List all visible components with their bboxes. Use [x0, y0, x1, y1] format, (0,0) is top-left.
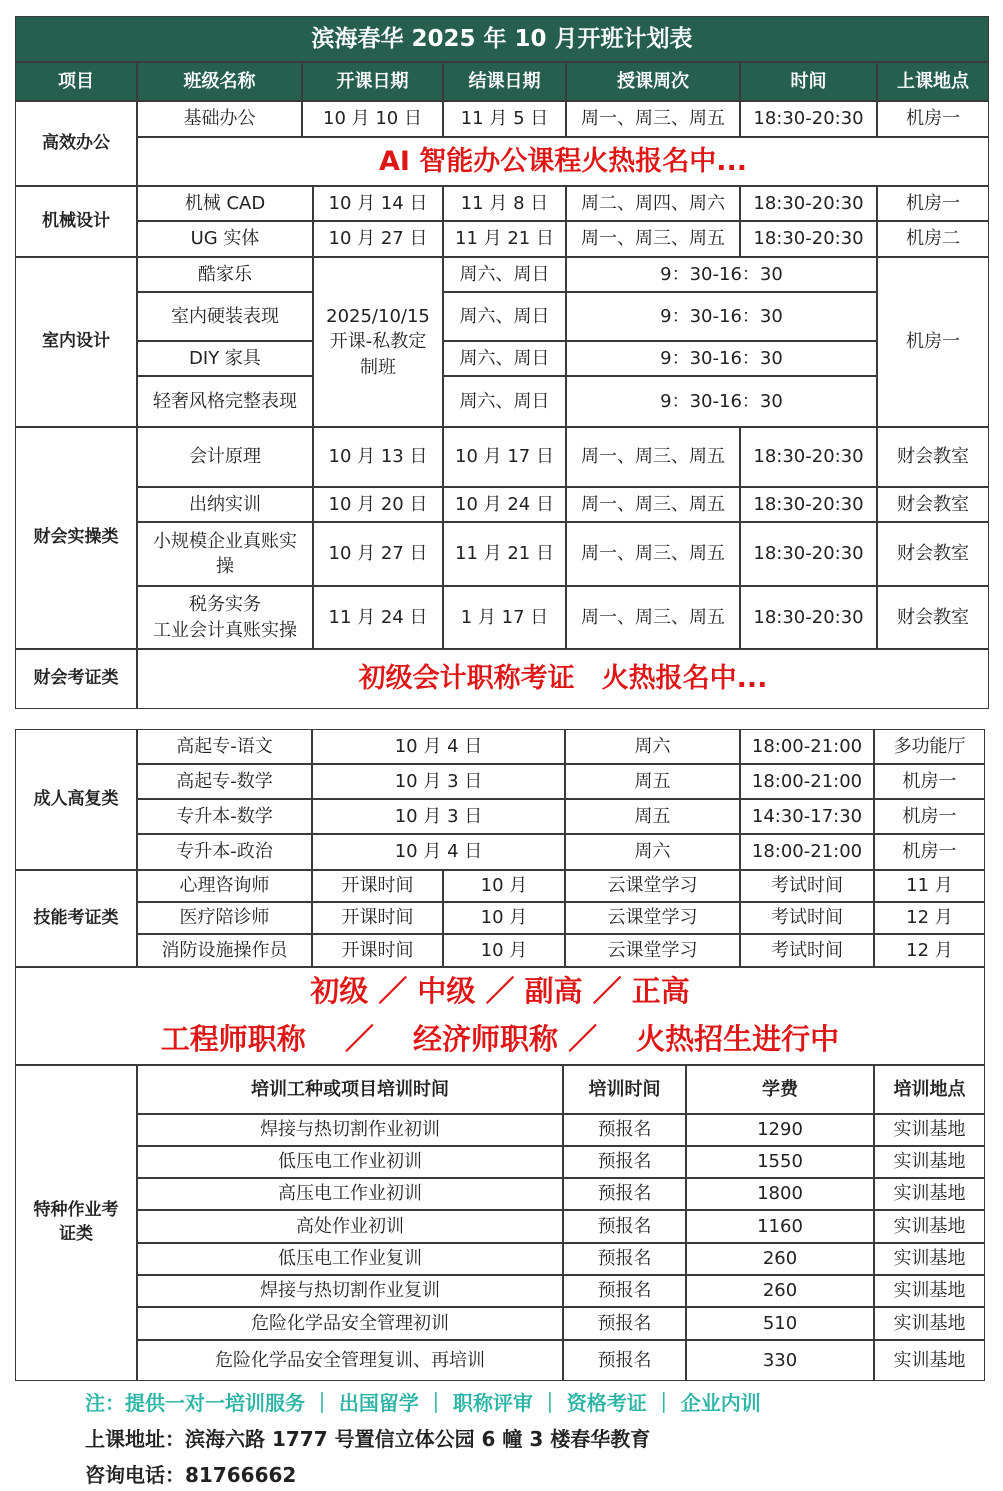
- special-row-6-place: 实训基地: [874, 1275, 985, 1307]
- interior-start: [313, 257, 443, 427]
- adult-loc-4: 机房一: [874, 834, 985, 870]
- interior-days-3: 周六、周日: [443, 341, 566, 376]
- mech-row-1-name: 机械 CAD: [137, 186, 313, 221]
- special-row-5-fee: 260: [686, 1243, 874, 1275]
- accounting-row-4-start: 11 月 24 日: [313, 586, 443, 649]
- category-interior: 室内设计: [15, 257, 137, 427]
- category-acc-exam: 财会考证类: [15, 649, 137, 709]
- special-row-4-item: 高处作业初训: [137, 1210, 563, 1243]
- special-row-3-place: 实训基地: [874, 1178, 985, 1210]
- accounting-row-4-loc: 财会教室: [877, 586, 989, 649]
- accounting-row-3-time: 18:30-20:30: [740, 522, 877, 586]
- mech-row-2-loc: 机房二: [877, 221, 989, 257]
- mech-row-1-days: 周二、周四、周六: [566, 186, 740, 221]
- category-adult: 成人高复类: [15, 729, 137, 870]
- special-row-4-place: 实训基地: [874, 1210, 985, 1243]
- skill-row-2-val1: 10 月: [443, 902, 565, 934]
- mech-row-1-time: 18:30-20:30: [740, 186, 877, 221]
- header-time: 时间: [740, 62, 877, 101]
- adult-loc-3: 机房一: [874, 799, 985, 834]
- adult-name-1: 高起专-语文: [137, 729, 312, 764]
- special-row-6-item: 焊接与热切割作业复训: [137, 1275, 563, 1307]
- interior-time-4: 9：30-16：30: [566, 376, 877, 427]
- accounting-row-2-start: 10 月 20 日: [313, 487, 443, 522]
- special-row-8-fee: 330: [686, 1340, 874, 1381]
- interior-time-2: 9：30-16：30: [566, 292, 877, 341]
- adult-start-2: 10 月 3 日: [312, 764, 565, 799]
- adult-loc-2: 机房一: [874, 764, 985, 799]
- skill-row-1-label2: 考试时间: [740, 870, 874, 902]
- office-start: 10 月 10 日: [302, 101, 443, 137]
- special-row-2-place: 实训基地: [874, 1146, 985, 1178]
- special-header-time: 培训时间: [563, 1065, 686, 1114]
- special-header-fee: 学费: [686, 1065, 874, 1114]
- header-end-date: 结课日期: [443, 62, 566, 101]
- interior-name-4: 轻奢风格完整表现: [137, 376, 313, 427]
- titles-banner: [15, 967, 985, 1065]
- special-header-item: 培训工种或项目培训时间: [137, 1065, 563, 1114]
- acc-exam-banner: 初级会计职称考证 火热报名中...: [137, 649, 989, 709]
- skill-row-1-val2: 11 月: [874, 870, 985, 902]
- accounting-row-3-end: 11 月 21 日: [443, 522, 566, 586]
- special-row-2-fee: 1550: [686, 1146, 874, 1178]
- category-skill: 技能考证类: [15, 870, 137, 967]
- skill-row-2-label1: 开课时间: [312, 902, 443, 934]
- interior-start-line-1: 2025/10/15: [326, 306, 430, 328]
- category-special: [15, 1065, 137, 1381]
- mech-row-1-loc: 机房一: [877, 186, 989, 221]
- adult-days-2: 周五: [565, 764, 740, 799]
- header-location: 上课地点: [877, 62, 989, 101]
- special-row-3-fee: 1800: [686, 1178, 874, 1210]
- adult-start-1: 10 月 4 日: [312, 729, 565, 764]
- office-banner: AI 智能办公课程火热报名中...: [137, 137, 989, 186]
- special-row-3-time: 预报名: [563, 1178, 686, 1210]
- category-mech: 机械设计: [15, 186, 137, 257]
- footer-phone: 咨询电话：81766662: [85, 1463, 297, 1487]
- special-row-7-item: 危险化学品安全管理初训: [137, 1307, 563, 1340]
- special-row-1-item: 焊接与热切割作业初训: [137, 1114, 563, 1146]
- mech-row-2-days: 周一、周三、周五: [566, 221, 740, 257]
- skill-row-2-val2: 12 月: [874, 902, 985, 934]
- accounting-row-3-days: 周一、周三、周五: [566, 522, 740, 586]
- accounting-row-1-end: 10 月 17 日: [443, 427, 566, 487]
- adult-time-1: 18:00-21:00: [740, 729, 874, 764]
- page-title: 滨海春华 2025 年 10 月开班计划表: [15, 16, 989, 62]
- adult-time-4: 18:00-21:00: [740, 834, 874, 870]
- category-special-line-1: 特种作业考: [33, 1200, 119, 1221]
- skill-row-3-mode: 云课堂学习: [565, 934, 740, 967]
- interior-location: 机房一: [877, 257, 989, 427]
- header-start-date: 开课日期: [302, 62, 443, 101]
- special-row-8-item: 危险化学品安全管理复训、再培训: [137, 1340, 563, 1381]
- interior-days-4: 周六、周日: [443, 376, 566, 427]
- category-accounting: 财会实操类: [15, 427, 137, 649]
- adult-name-2: 高起专-数学: [137, 764, 312, 799]
- mech-row-2-end: 11 月 21 日: [443, 221, 566, 257]
- interior-days-1: 周六、周日: [443, 257, 566, 292]
- accounting-row-1-start: 10 月 13 日: [313, 427, 443, 487]
- skill-row-1-mode: 云课堂学习: [565, 870, 740, 902]
- mech-row-1-end: 11 月 8 日: [443, 186, 566, 221]
- skill-row-3-label1: 开课时间: [312, 934, 443, 967]
- accounting-name-4-line-1: 税务实务: [189, 594, 261, 616]
- accounting-row-2-loc: 财会教室: [877, 487, 989, 522]
- special-row-7-time: 预报名: [563, 1307, 686, 1340]
- accounting-name-1: 会计原理: [137, 427, 313, 487]
- skill-row-2-mode: 云课堂学习: [565, 902, 740, 934]
- adult-name-4: 专升本-政治: [137, 834, 312, 870]
- special-row-4-fee: 1160: [686, 1210, 874, 1243]
- skill-row-3-name: 消防设施操作员: [137, 934, 312, 967]
- special-row-5-item: 低压电工作业复训: [137, 1243, 563, 1275]
- accounting-row-2-time: 18:30-20:30: [740, 487, 877, 522]
- titles-banner-line-2: 工程师职称 ／ 经济师职称 ／ 火热招生进行中: [160, 1022, 840, 1056]
- special-row-2-item: 低压电工作业初训: [137, 1146, 563, 1178]
- special-row-1-time: 预报名: [563, 1114, 686, 1146]
- accounting-row-4-days: 周一、周三、周五: [566, 586, 740, 649]
- accounting-name-4: [137, 586, 313, 649]
- titles-banner-line-1: 初级 ／ 中级 ／ 副高 ／ 正高: [310, 974, 690, 1009]
- adult-name-3: 专升本-数学: [137, 799, 312, 834]
- mech-row-2-name: UG 实体: [137, 221, 313, 257]
- accounting-name-3-line-2: 操: [216, 556, 234, 577]
- office-name: 基础办公: [137, 101, 302, 137]
- interior-name-1: 酷家乐: [137, 257, 313, 292]
- special-row-8-place: 实训基地: [874, 1340, 985, 1381]
- office-end: 11 月 5 日: [443, 101, 566, 137]
- accounting-row-3-start: 10 月 27 日: [313, 522, 443, 586]
- skill-row-1-val1: 10 月: [443, 870, 565, 902]
- special-row-6-time: 预报名: [563, 1275, 686, 1307]
- accounting-row-2-days: 周一、周三、周五: [566, 487, 740, 522]
- office-loc: 机房一: [877, 101, 989, 137]
- adult-days-1: 周六: [565, 729, 740, 764]
- special-row-3-item: 高压电工作业初训: [137, 1178, 563, 1210]
- accounting-name-3-line-1: 小规模企业真账实: [153, 530, 297, 552]
- skill-row-1-name: 心理咨询师: [137, 870, 312, 902]
- mech-row-2-time: 18:30-20:30: [740, 221, 877, 257]
- special-row-2-time: 预报名: [563, 1146, 686, 1178]
- adult-days-4: 周六: [565, 834, 740, 870]
- adult-time-2: 18:00-21:00: [740, 764, 874, 799]
- special-row-5-time: 预报名: [563, 1243, 686, 1275]
- accounting-name-2: 出纳实训: [137, 487, 313, 522]
- special-row-1-place: 实训基地: [874, 1114, 985, 1146]
- header-project: 项目: [15, 62, 137, 101]
- category-office: 高效办公: [15, 101, 137, 186]
- mech-row-2-start: 10 月 27 日: [313, 221, 443, 257]
- special-row-6-fee: 260: [686, 1275, 874, 1307]
- accounting-row-2-end: 10 月 24 日: [443, 487, 566, 522]
- header-weekdays: 授课周次: [566, 62, 740, 101]
- interior-start-line-3: 制班: [360, 356, 396, 378]
- skill-row-2-label2: 考试时间: [740, 902, 874, 934]
- mech-row-1-start: 10 月 14 日: [313, 186, 443, 221]
- header-class-name: 班级名称: [137, 62, 302, 101]
- accounting-row-4-time: 18:30-20:30: [740, 586, 877, 649]
- accounting-row-4-end: 1 月 17 日: [443, 586, 566, 649]
- office-time: 18:30-20:30: [740, 101, 877, 137]
- adult-days-3: 周五: [565, 799, 740, 834]
- skill-row-3-label2: 考试时间: [740, 934, 874, 967]
- accounting-row-1-time: 18:30-20:30: [740, 427, 877, 487]
- accounting-name-4-line-2: 工业会计真账实操: [153, 619, 297, 641]
- special-row-4-time: 预报名: [563, 1210, 686, 1243]
- interior-start-line-2: 开课-私教定: [329, 331, 427, 353]
- skill-row-3-val1: 10 月: [443, 934, 565, 967]
- special-header-place: 培训地点: [874, 1065, 985, 1114]
- special-row-8-time: 预报名: [563, 1340, 686, 1381]
- special-row-5-place: 实训基地: [874, 1243, 985, 1275]
- interior-name-2: 室内硬装表现: [137, 292, 313, 341]
- adult-start-4: 10 月 4 日: [312, 834, 565, 870]
- category-special-line-2: 证类: [59, 1224, 93, 1244]
- special-row-7-place: 实训基地: [874, 1307, 985, 1340]
- skill-row-2-name: 医疗陪诊师: [137, 902, 312, 934]
- footer-note: 注：提供一对一培训服务 ｜ 出国留学 ｜ 职称评审 ｜ 资格考证 ｜ 企业内训: [85, 1391, 761, 1415]
- footer-address: 上课地址：滨海六路 1777 号置信立体公园 6 幢 3 楼春华教育: [85, 1427, 651, 1451]
- accounting-row-1-loc: 财会教室: [877, 427, 989, 487]
- accounting-row-3-loc: 财会教室: [877, 522, 989, 586]
- special-row-1-fee: 1290: [686, 1114, 874, 1146]
- interior-time-1: 9：30-16：30: [566, 257, 877, 292]
- adult-start-3: 10 月 3 日: [312, 799, 565, 834]
- adult-loc-1: 多功能厅: [874, 729, 985, 764]
- accounting-name-3: [137, 522, 313, 586]
- special-row-7-fee: 510: [686, 1307, 874, 1340]
- skill-row-1-label1: 开课时间: [312, 870, 443, 902]
- interior-time-3: 9：30-16：30: [566, 341, 877, 376]
- skill-row-3-val2: 12 月: [874, 934, 985, 967]
- interior-name-3: DIY 家具: [137, 341, 313, 376]
- adult-time-3: 14:30-17:30: [740, 799, 874, 834]
- office-days: 周一、周三、周五: [566, 101, 740, 137]
- accounting-row-1-days: 周一、周三、周五: [566, 427, 740, 487]
- interior-days-2: 周六、周日: [443, 292, 566, 341]
